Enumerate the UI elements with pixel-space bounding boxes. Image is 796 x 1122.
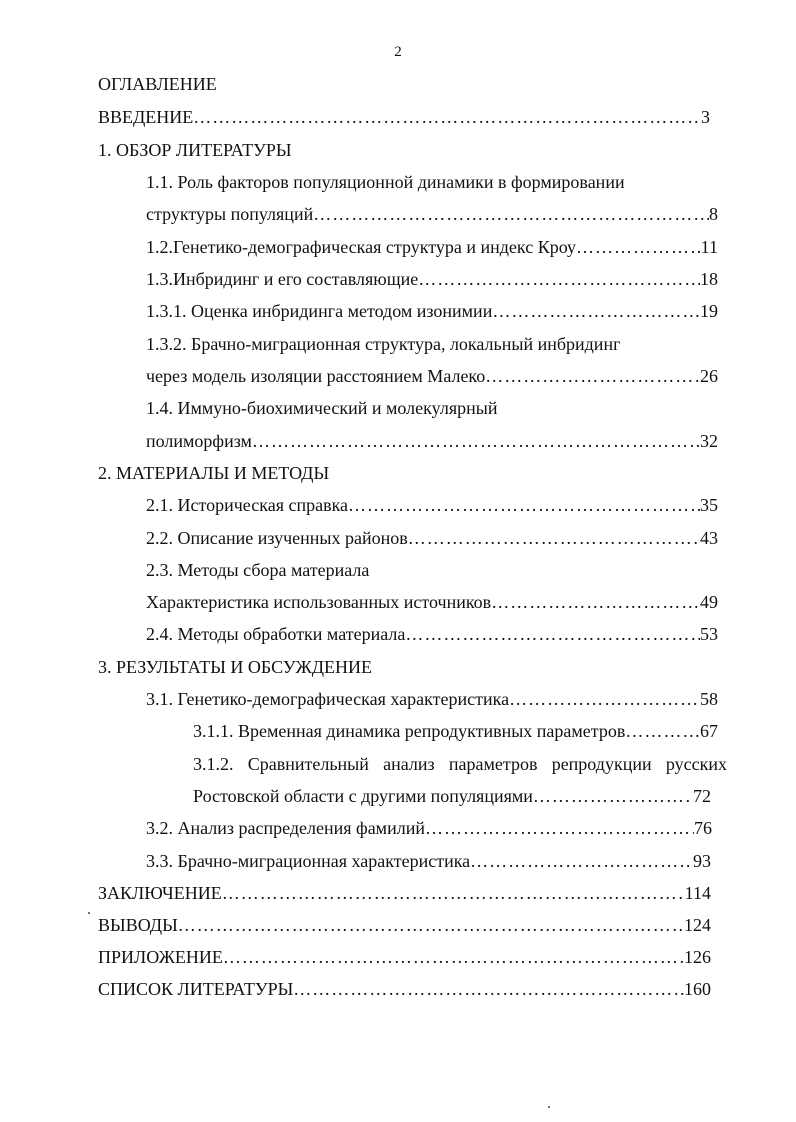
toc-entry-title: 2.4. Методы обработки материала [146,624,406,644]
toc-entry-page: 26 [700,366,718,386]
toc-leader-dots [509,687,700,711]
toc-leader-dots [470,849,693,873]
toc-leader-dots [405,622,700,646]
toc-entry-page: 124 [684,915,711,935]
toc-entry-page: 32 [700,431,718,451]
toc-entry-1-1-line1[interactable]: 1.1. Роль факторов популяционной динамики в формировании [146,172,625,192]
toc-entry-page: 160 [684,979,711,999]
toc-leader-dots [408,526,700,550]
toc-entry-page: 53 [700,624,718,644]
toc-section-2[interactable]: 2. МАТЕРИАЛЫ И МЕТОДЫ [98,463,330,483]
toc-heading: ОГЛАВЛЕНИЕ [98,74,217,94]
toc-entry-1-2[interactable] [146,235,718,259]
toc-entry-3-1[interactable] [146,687,718,711]
scan-speck [548,1106,550,1108]
toc-entry-page: 11 [700,237,718,257]
toc-entry-page: 58 [700,689,718,709]
toc-entry-1-4-line2[interactable] [146,429,718,453]
toc-entry-page: 126 [684,947,711,967]
toc-entry-title: 3.2. Анализ распределения фамилий [146,818,425,838]
toc-leader-dots [193,105,701,129]
toc-entry-title: ПРИЛОЖЕНИЕ [98,947,223,967]
toc-leader-dots [533,784,693,808]
toc-entry-title: полиморфизм [146,431,252,451]
toc-entry-title: ВВЕДЕНИЕ [98,107,194,127]
toc-entry-2-3-line1[interactable]: 2.3. Методы сбора материала [146,560,370,580]
toc-entry-references[interactable] [98,977,711,1001]
toc-entry-title: 3.3. Брачно-миграционная характеристика [146,851,471,871]
toc-entry-title: структуры популяций [146,204,314,224]
toc-entry-1-1-line2[interactable] [146,202,718,226]
toc-entry-page: 8 [709,204,718,224]
toc-entry-3-1-2-line1[interactable] [193,752,727,776]
toc-entry-title: 2.1. Историческая справка [146,495,349,515]
toc-section-1[interactable]: 1. ОБЗОР ЛИТЕРАТУРЫ [98,140,292,160]
toc-entry-1-3[interactable] [146,267,718,291]
toc-entry-3-2[interactable] [146,816,712,840]
page-number: 2 [394,44,402,60]
toc-entry-page: 76 [694,818,712,838]
toc-entry-title: через модель изоляции расстоянием Малеко [146,366,486,386]
toc-entry-page: 43 [700,528,718,548]
toc-entry-2-2[interactable] [146,526,718,550]
toc-leader-dots [178,913,684,937]
toc-entry-title: Ростовской области с другими популяциями [193,786,533,806]
toc-entry-conclusion[interactable] [98,881,711,905]
toc-entry-title: СПИСОК ЛИТЕРАТУРЫ [98,979,294,999]
toc-entry-title: 1.2.Генетико-демографическая структура и индекс Кроу [146,237,577,257]
toc-leader-dots [348,493,700,517]
toc-leader-dots [485,364,700,388]
toc-word: анализ [383,754,435,774]
toc-entry-1-4-line1[interactable]: 1.4. Иммуно-биохимический и молекулярный [146,398,498,418]
toc-leader-dots [223,945,684,969]
toc-entry-3-1-2-line2[interactable] [193,784,711,808]
toc-leader-dots [313,202,709,226]
toc-leader-dots [418,267,700,291]
toc-word: русских [665,754,727,774]
toc-entry-findings[interactable] [98,913,711,937]
toc-entry-1-3-2-line1[interactable]: 1.3.2. Брачно-миграционная структура, локальный инбридинг [146,334,621,354]
toc-entry-introduction[interactable] [98,105,710,129]
toc-word: репродукции [551,754,652,774]
toc-entry-title: ВЫВОДЫ [98,915,178,935]
toc-entry-1-3-2-line2[interactable] [146,364,718,388]
toc-entry-page: 35 [700,495,718,515]
toc-word: Сравнительный [247,754,369,774]
toc-entry-page: 3 [701,107,710,127]
toc-entry-title: 1.3.Инбридинг и его составляющие [146,269,419,289]
toc-section-3[interactable]: 3. РЕЗУЛЬТАТЫ И ОБСУЖДЕНИЕ [98,657,373,677]
toc-entry-title: 3.1. Генетико-демографическая характеристика [146,689,510,709]
toc-entry-page: 114 [684,883,711,903]
toc-entry-page: 67 [700,721,718,741]
toc-leader-dots [252,429,700,453]
toc-entry-title: Характеристика использованных источников [146,592,492,612]
toc-leader-dots [625,719,700,743]
toc-leader-dots [492,299,700,323]
toc-entry-title: 1.3.1. Оценка инбридинга методом изонимии [146,301,493,321]
toc-entry-title: 3.1.1. Временная динамика репродуктивных параметров [193,721,626,741]
toc-entry-title: 2.2. Описание изученных районов [146,528,408,548]
toc-entry-page: 93 [693,851,711,871]
toc-leader-dots [222,881,685,905]
toc-entry-title: ЗАКЛЮЧЕНИЕ [98,883,222,903]
toc-word: 3.1.2. [193,754,234,774]
toc-entry-2-3-line2[interactable] [146,590,718,614]
toc-entry-2-1[interactable] [146,493,718,517]
toc-entry-1-3-1[interactable] [146,299,718,323]
toc-leader-dots [293,977,684,1001]
toc-entry-3-3[interactable] [146,849,711,873]
toc-entry-appendix[interactable] [98,945,711,969]
scan-speck [88,912,90,914]
toc-leader-dots [425,816,694,840]
toc-entry-page: 18 [700,269,718,289]
toc-entry-page: 49 [700,592,718,612]
toc-entry-3-1-1[interactable] [193,719,718,743]
toc-word: параметров [448,754,538,774]
toc-leader-dots [576,235,701,259]
toc-leader-dots [491,590,700,614]
toc-entry-page: 19 [700,301,718,321]
toc-entry-2-4[interactable] [146,622,718,646]
toc-entry-page: 72 [693,786,711,806]
